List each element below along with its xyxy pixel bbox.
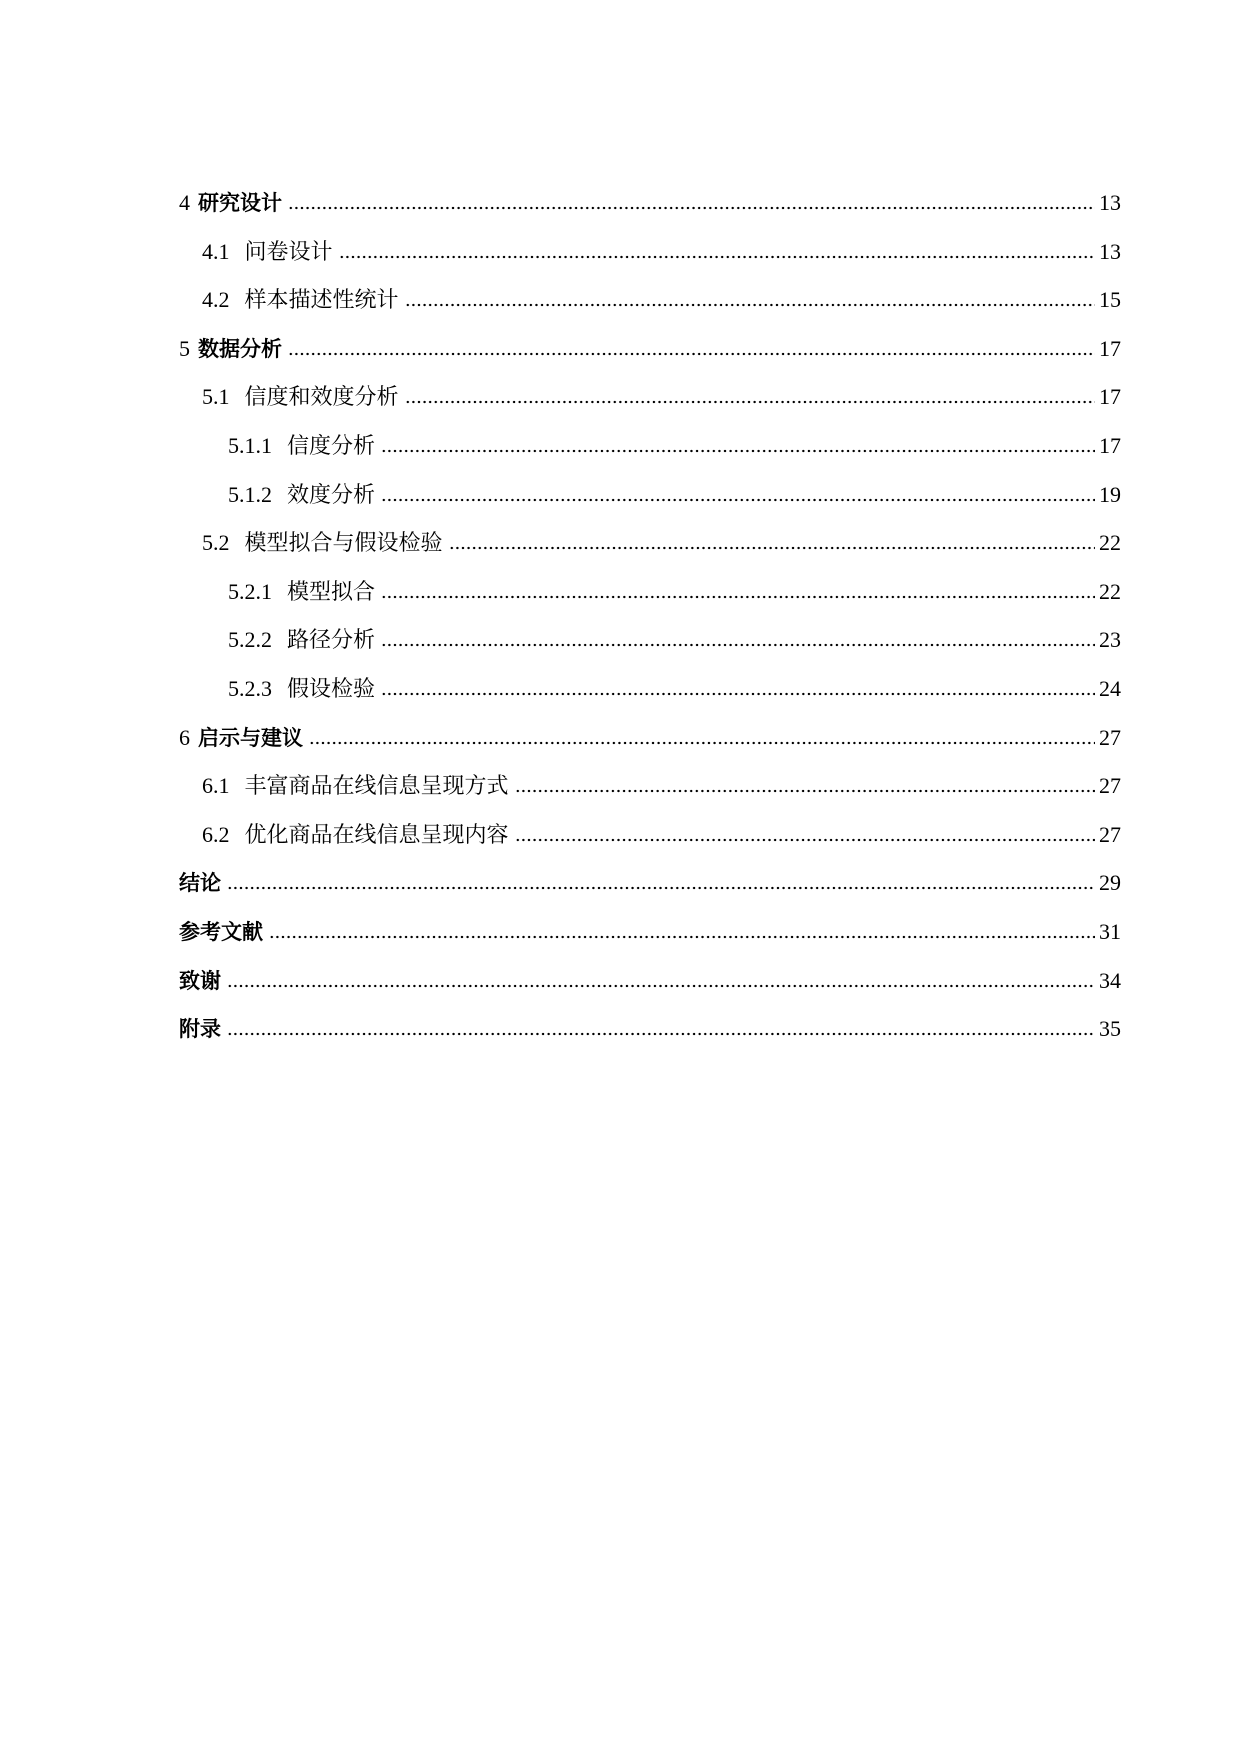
toc-entry <box>179 422 1121 471</box>
toc-entry-number: 5.2.3 <box>228 675 272 701</box>
toc-entry <box>179 665 1121 714</box>
toc-entry-title: 假设检验 <box>287 675 376 701</box>
toc-entry <box>179 908 1121 957</box>
toc-dot-leader <box>227 984 1095 988</box>
toc-entry <box>179 714 1121 763</box>
toc-dot-leader <box>288 352 1095 356</box>
toc-page-number: 15 <box>1099 287 1121 313</box>
toc-entry-number: 5.1.2 <box>228 481 272 507</box>
toc-page-number: 13 <box>1099 238 1121 264</box>
toc-entry <box>179 471 1121 520</box>
toc-page-number: 19 <box>1099 481 1121 507</box>
toc-entry-title: 问卷设计 <box>244 238 333 264</box>
toc-entry <box>179 228 1121 277</box>
toc-entry <box>179 859 1121 908</box>
toc-entry-title: 数据分析 <box>198 336 282 361</box>
toc-entry-title: 致谢 <box>179 968 221 993</box>
toc-page-number: 17 <box>1099 432 1121 458</box>
toc-entry-number: 5 <box>179 335 190 361</box>
toc-page-number: 27 <box>1099 821 1121 847</box>
toc-entry <box>179 179 1121 228</box>
toc-dot-leader <box>269 935 1095 939</box>
toc-dot-leader <box>405 400 1095 404</box>
toc-dot-leader <box>227 1032 1095 1036</box>
toc-entry <box>179 957 1121 1006</box>
toc-entry-title: 信度分析 <box>287 432 376 458</box>
toc-entry <box>179 568 1121 617</box>
toc-entry <box>179 373 1121 422</box>
toc-entry-number: 6.2 <box>202 821 230 847</box>
toc-page-number: 27 <box>1099 773 1121 799</box>
toc-dot-leader <box>309 741 1095 745</box>
toc-dot-leader <box>515 789 1095 793</box>
toc-dot-leader <box>381 643 1095 647</box>
toc-entry <box>179 616 1121 665</box>
toc-entry-title: 样本描述性统计 <box>244 287 399 313</box>
toc-dot-leader <box>339 255 1095 259</box>
toc-entry-number: 6 <box>179 724 190 750</box>
toc-page-number: 23 <box>1099 627 1121 653</box>
toc-dot-leader <box>381 595 1095 599</box>
toc-page-number: 27 <box>1099 724 1121 750</box>
toc-entry-title: 优化商品在线信息呈现内容 <box>244 821 509 847</box>
toc-entry-number: 6.1 <box>202 773 230 799</box>
toc-entry-number: 5.2 <box>202 530 230 556</box>
toc-page-number: 34 <box>1099 967 1121 993</box>
toc-entry-number: 5.2.2 <box>228 627 272 653</box>
toc-dot-leader <box>405 303 1095 307</box>
toc-entry-title: 信度和效度分析 <box>244 384 399 410</box>
toc-entry-title: 丰富商品在线信息呈现方式 <box>244 773 509 799</box>
toc-entry-title: 路径分析 <box>287 627 376 653</box>
toc-entry-title: 模型拟合 <box>287 578 376 604</box>
toc-dot-leader <box>381 449 1095 453</box>
toc-page-number: 17 <box>1099 335 1121 361</box>
toc-page-number: 35 <box>1099 1016 1121 1042</box>
toc-entry <box>179 325 1121 374</box>
toc-entry <box>179 762 1121 811</box>
toc-entry-title: 附录 <box>179 1017 221 1042</box>
toc-entry <box>179 1005 1121 1054</box>
toc-entry-number: 5.1 <box>202 384 230 410</box>
toc-entry-title: 启示与建议 <box>198 725 303 750</box>
table-of-contents <box>179 179 1121 1054</box>
toc-page-number: 22 <box>1099 530 1121 556</box>
toc-entry-number: 5.2.1 <box>228 578 272 604</box>
toc-entry-number: 4.1 <box>202 238 230 264</box>
toc-dot-leader <box>449 546 1095 550</box>
toc-dot-leader <box>381 498 1095 502</box>
toc-dot-leader <box>515 838 1095 842</box>
toc-entry-title: 模型拟合与假设检验 <box>244 530 443 556</box>
toc-page-number: 22 <box>1099 578 1121 604</box>
toc-entry <box>179 276 1121 325</box>
toc-entry <box>179 811 1121 860</box>
toc-page-number: 24 <box>1099 675 1121 701</box>
toc-entry-title: 效度分析 <box>287 481 376 507</box>
toc-page-number: 17 <box>1099 384 1121 410</box>
toc-entry-number: 4 <box>179 190 190 215</box>
toc-entry-title: 参考文献 <box>179 919 263 944</box>
toc-page-number: 29 <box>1099 870 1121 896</box>
toc-entry-number: 5.1.1 <box>228 432 272 458</box>
toc-entry-number: 4.2 <box>202 287 230 313</box>
toc-dot-leader <box>227 886 1095 890</box>
toc-dot-leader <box>288 206 1095 210</box>
toc-page-number: 13 <box>1099 190 1121 215</box>
toc-dot-leader <box>381 692 1095 696</box>
toc-page-number: 31 <box>1099 918 1121 944</box>
toc-entry-title: 结论 <box>179 871 221 896</box>
toc-entry-title: 研究设计 <box>198 191 282 215</box>
toc-entry <box>179 519 1121 568</box>
